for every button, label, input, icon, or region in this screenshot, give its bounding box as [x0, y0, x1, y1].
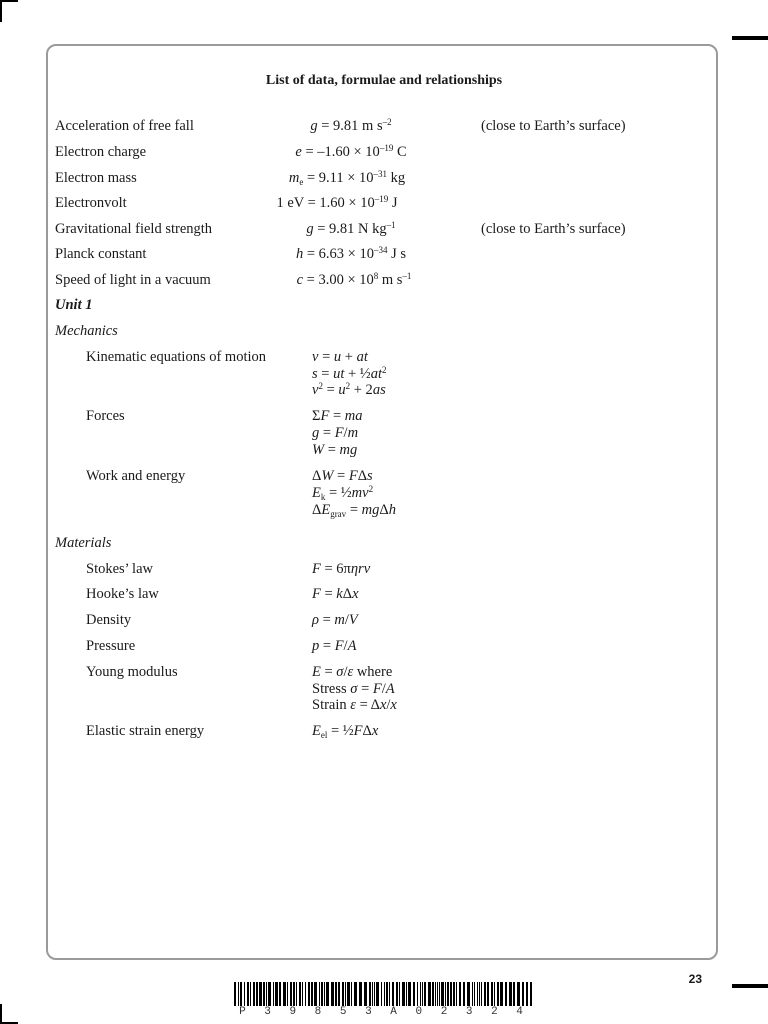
formula: v = u + at: [312, 349, 368, 365]
barcode-bar: [453, 982, 455, 1006]
barcode-bar: [290, 982, 292, 1006]
barcode-bar: [259, 982, 262, 1006]
formula: g = F/m: [312, 425, 359, 441]
barcode-bar: [244, 982, 245, 1006]
formula: $\Delta E_{grav} = mg\Delta h$: [312, 502, 396, 519]
topic-pressure: Pressure: [86, 638, 136, 654]
barcode-bar: [477, 982, 478, 1006]
barcode-bar: [287, 982, 288, 1006]
formula: F = kΔx: [312, 586, 359, 602]
barcode-bar: [338, 982, 340, 1006]
barcode-bar: [513, 982, 515, 1006]
topic-work-energy: Work and energy: [86, 468, 186, 484]
barcode-text: P 3 9 8 5 3 A 0 2 3 2 4: [239, 1006, 529, 1018]
barcode-bar: [417, 982, 418, 1006]
topic-stokes: Stokes’ law: [86, 561, 153, 577]
barcode-bar: [296, 982, 297, 1006]
barcode-bar: [238, 982, 239, 1006]
barcode-bar: [376, 982, 379, 1006]
barcode-bar: [481, 982, 482, 1006]
barcode-bar: [273, 982, 274, 1006]
barcode-bar: [305, 982, 306, 1006]
constant-name: Acceleration of free fall: [55, 118, 194, 134]
barcode-bar: [422, 982, 423, 1006]
constant-value: g = 9.81 m $s^{-2}$: [310, 117, 392, 134]
edge-bar-top: [732, 36, 768, 40]
topic-kinematic: Kinematic equations of motion: [86, 349, 267, 365]
barcode-bar: [302, 982, 303, 1006]
formula: p = F/A: [312, 638, 357, 654]
barcode-bar: [347, 982, 350, 1006]
barcode-bar: [467, 982, 470, 1006]
barcode-bar: [491, 982, 493, 1006]
barcode-bar: [406, 982, 407, 1006]
constant-note: (close to Earth’s surface): [481, 118, 626, 134]
constant-value: g = 9.81 N $kg^{-1}$: [306, 220, 396, 237]
barcode-bar: [359, 982, 362, 1006]
formula: $E_{el}$ = ½FΔx: [312, 723, 379, 740]
constant-name: Planck constant: [55, 246, 147, 262]
barcode-bar: [319, 982, 320, 1006]
barcode-bar: [321, 982, 323, 1006]
barcode-bar: [351, 982, 352, 1006]
constant-value: $h = 6.63 \times 10^{-34}$ J s: [295, 245, 407, 262]
constant-name: Electron mass: [55, 170, 137, 186]
constant-note: (close to Earth’s surface): [481, 221, 626, 237]
formula: ΔW = FΔs: [312, 468, 373, 484]
barcode-bar: [530, 982, 532, 1006]
crop-mark-top-horizontal: [0, 0, 18, 2]
barcode-bar: [424, 982, 426, 1006]
barcode-bar: [474, 982, 475, 1006]
barcode-bar: [247, 982, 249, 1006]
crop-mark-bottom-vertical: [0, 1004, 2, 1024]
barcode-bar: [314, 982, 317, 1006]
formula: E = σ/ε where: [312, 664, 393, 680]
barcode-bar: [345, 982, 346, 1006]
barcode-bar: [240, 982, 242, 1006]
formula: $v^2 = u^2 + 2as$: [312, 381, 386, 398]
barcode-bar: [500, 982, 503, 1006]
barcode-bar: [311, 982, 313, 1006]
barcode-bar: [522, 982, 524, 1006]
formula: W = mg: [312, 442, 358, 458]
barcode-bar: [266, 982, 267, 1006]
barcode-bar: [402, 982, 405, 1006]
barcode-bar: [447, 982, 449, 1006]
barcode-bar: [505, 982, 507, 1006]
barcode-bar: [439, 982, 440, 1006]
barcode-bar: [428, 982, 431, 1006]
barcode-bar: [445, 982, 446, 1006]
formula: ρ = m/V: [312, 612, 358, 628]
barcode-bar: [479, 982, 480, 1006]
topic-density: Density: [86, 612, 132, 628]
constant-name: Electronvolt: [55, 195, 127, 211]
barcode-bar: [472, 982, 473, 1006]
barcode-bar: [364, 982, 367, 1006]
constant-name: Electron charge: [55, 144, 147, 160]
barcode-bar: [399, 982, 400, 1006]
barcode-bar: [437, 982, 438, 1006]
barcode-bar: [413, 982, 415, 1006]
formula: Strain ε = Δx/x: [312, 697, 397, 713]
constant-name: Speed of light in a vacuum: [55, 272, 211, 288]
barcode-bar: [279, 982, 281, 1006]
barcode-bar: [234, 982, 236, 1006]
barcode-bar: [420, 982, 421, 1006]
barcode-bar: [509, 982, 512, 1006]
barcode-bar: [335, 982, 337, 1006]
section-heading-mechanics: Mechanics: [55, 323, 118, 339]
page-number: 23: [688, 972, 702, 986]
formula: F = 6πηrv: [312, 561, 371, 577]
barcode-bar: [275, 982, 278, 1006]
constant-value: $c = 3.00 \times 10^8$ m $s^{-1}$: [296, 271, 412, 288]
barcode-bar: [497, 982, 499, 1006]
barcode-bar: [456, 982, 457, 1006]
barcode-bar: [268, 982, 271, 1006]
barcode-bar: [384, 982, 385, 1006]
crop-mark-top-vertical: [0, 0, 2, 22]
topic-forces: Forces: [86, 408, 125, 424]
barcode-bar: [392, 982, 394, 1006]
barcode-bar: [326, 982, 329, 1006]
barcode-bar: [342, 982, 344, 1006]
edge-bar-bottom: [732, 984, 768, 988]
topic-young-modulus: Young modulus: [86, 664, 178, 680]
constant-value: $e = -1.60 \times 10^{-19}$ C: [295, 143, 407, 160]
constant-name: Gravitational field strength: [55, 221, 213, 237]
barcode-bar: [408, 982, 411, 1006]
barcode-bar: [369, 982, 371, 1006]
barcode-bar: [308, 982, 310, 1006]
barcode-bar: [435, 982, 436, 1006]
unit-heading: Unit 1: [55, 297, 93, 313]
barcode-bar: [484, 982, 486, 1006]
barcode-bar: [256, 982, 258, 1006]
constant-value: $m_e = 9.11 \times 10^{-31}$ kg: [288, 169, 406, 187]
barcode-bar: [283, 982, 286, 1006]
section-heading-materials: Materials: [55, 535, 112, 551]
barcode-bar: [487, 982, 489, 1006]
barcode-bar: [372, 982, 373, 1006]
barcode-bar: [432, 982, 434, 1006]
barcode-bar: [293, 982, 295, 1006]
barcode-bar: [459, 982, 461, 1006]
topic-hooke: Hooke’s law: [86, 586, 159, 602]
barcode-bar: [381, 982, 382, 1006]
barcode-bar: [374, 982, 375, 1006]
barcode-bar: [441, 982, 444, 1006]
barcode-bar: [263, 982, 265, 1006]
barcode-bar: [517, 982, 520, 1006]
barcode-bar: [386, 982, 388, 1006]
formula: $E_k$ = $\frac{1}{2}mv^2$: [312, 484, 374, 502]
barcode-bar: [389, 982, 390, 1006]
formula: s = ut + $\frac{1}{2}at^2$: [312, 365, 387, 382]
barcode-bar: [494, 982, 495, 1006]
page-title: List of data, formulae and relationships: [265, 73, 503, 88]
barcode-bar: [253, 982, 255, 1006]
topic-elastic-strain-energy: Elastic strain energy: [86, 723, 205, 739]
barcode-bar: [396, 982, 398, 1006]
barcode-bar: [450, 982, 452, 1006]
formula: ΣF = ma: [312, 408, 363, 424]
barcode-bar: [331, 982, 334, 1006]
constant-value: 1 eV = $1.60 \times 10^{-19}$ J: [276, 194, 398, 211]
barcode-bar: [324, 982, 325, 1006]
barcode-bar: [250, 982, 251, 1006]
barcode-bar: [463, 982, 465, 1006]
barcode-icon: [234, 982, 534, 1006]
barcode-bar: [354, 982, 357, 1006]
barcode-bar: [526, 982, 528, 1006]
formula: Stress σ = F/A: [312, 681, 395, 697]
barcode-bar: [299, 982, 301, 1006]
